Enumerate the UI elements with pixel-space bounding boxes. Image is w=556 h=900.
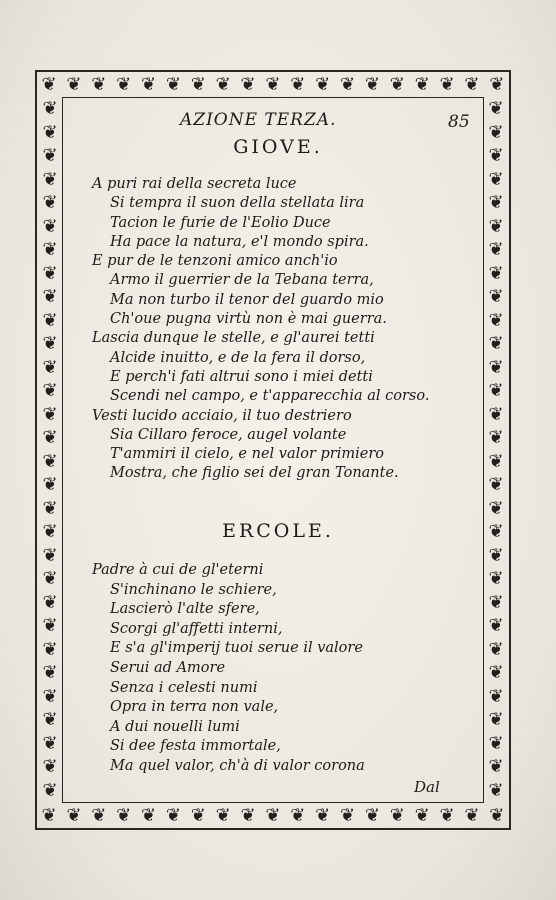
verse-line: Senza i celesti numi: [110, 679, 258, 696]
verse-line: Vesti lucido acciaio, il tuo destriero: [92, 407, 352, 424]
fleuron-ornament-icon: ❦: [42, 709, 58, 731]
fleuron-ornament-icon: ❦: [42, 145, 58, 167]
verse-line: Armo il guerrier de la Tebana terra,: [110, 272, 374, 289]
fleuron-ornament-icon: ❦: [488, 474, 504, 496]
fleuron-ornament-icon: ❦: [488, 756, 504, 778]
fleuron-ornament-icon: ❦: [140, 805, 157, 826]
fleuron-ornament-icon: ❦: [42, 215, 58, 237]
fleuron-ornament-icon: ❦: [488, 709, 504, 731]
fleuron-ornament-icon: ❦: [389, 74, 405, 95]
fleuron-ornament-icon: ❦: [488, 521, 504, 543]
fleuron-ornament-icon: ❦: [42, 521, 58, 543]
verse-line: Ch'oue pugna virtù non è mai guerra.: [110, 311, 387, 328]
fleuron-ornament-icon: ❦: [290, 805, 306, 826]
verse-line: Ha pace la natura, e'l mondo spira.: [110, 233, 369, 250]
fleuron-ornament-icon: ❦: [488, 450, 504, 472]
fleuron-ornament-icon: ❦: [42, 497, 58, 519]
fleuron-ornament-icon: ❦: [42, 779, 58, 801]
fleuron-ornament-icon: ❦: [42, 168, 58, 190]
fleuron-ornament-icon: ❦: [439, 805, 455, 826]
fleuron-ornament-icon: ❦: [42, 544, 58, 566]
verse-line: Si tempra il suon della stellata lira: [110, 195, 365, 212]
fleuron-ornament-icon: ❦: [42, 427, 58, 449]
fleuron-ornament-icon: ❦: [91, 74, 107, 95]
speaker-giove: GIOVE.: [233, 136, 323, 158]
fleuron-ornament-icon: ❦: [488, 568, 504, 590]
fleuron-ornament-icon: ❦: [488, 168, 504, 190]
fleuron-ornament-icon: ❦: [488, 427, 504, 449]
fleuron-ornament-icon: ❦: [414, 805, 430, 826]
fleuron-ornament-icon: ❦: [488, 615, 504, 637]
verse-line: Scendi nel campo, e t'apparecchia al corso.: [110, 388, 430, 405]
fleuron-ornament-icon: ❦: [190, 805, 206, 826]
verse-line: E s'a gl'imperij tuoi serue il valore: [110, 640, 363, 657]
fleuron-ornament-icon: ❦: [42, 262, 58, 284]
fleuron-ornament-icon: ❦: [42, 685, 58, 707]
fleuron-ornament-icon: ❦: [42, 380, 58, 402]
speaker-ercole: ERCOLE.: [222, 520, 334, 542]
page-number: 85: [448, 112, 470, 132]
fleuron-ornament-icon: ❦: [488, 403, 504, 425]
fleuron-ornament-icon: ❦: [42, 638, 58, 660]
fleuron-ornament-icon: ❦: [488, 215, 504, 237]
fleuron-ornament-icon: ❦: [190, 74, 206, 95]
verse-line: Sia Cillaro feroce, augel volante: [110, 426, 347, 443]
verse-line: Mostra, che figlio sei del gran Tonante.: [110, 465, 399, 482]
fleuron-ornament-icon: ❦: [42, 568, 58, 590]
fleuron-ornament-icon: ❦: [488, 779, 504, 801]
fleuron-ornament-icon: ❦: [488, 732, 504, 754]
fleuron-ornament-icon: ❦: [215, 805, 231, 826]
fleuron-ornament-icon: ❦: [66, 805, 82, 826]
fleuron-ornament-icon: ❦: [464, 805, 480, 826]
fleuron-ornament-icon: ❦: [488, 497, 504, 519]
verse-line: T'ammiri il cielo, e nel valor primiero: [110, 446, 385, 463]
fleuron-ornament-icon: ❦: [389, 805, 405, 826]
fleuron-ornament-icon: ❦: [488, 192, 504, 214]
fleuron-ornament-icon: ❦: [339, 74, 356, 95]
verse-line: Lascierò l'alte sfere,: [110, 601, 260, 618]
fleuron-ornament-icon: ❦: [165, 74, 181, 95]
fleuron-ornament-icon: ❦: [140, 74, 157, 95]
fleuron-ornament-icon: ❦: [488, 262, 504, 284]
fleuron-ornament-icon: ❦: [488, 333, 504, 355]
fleuron-ornament-icon: ❦: [91, 805, 107, 826]
fleuron-ornament-icon: ❦: [488, 309, 504, 331]
fleuron-ornament-icon: ❦: [41, 74, 57, 95]
fleuron-ornament-icon: ❦: [489, 805, 505, 826]
fleuron-ornament-icon: ❦: [488, 662, 504, 684]
fleuron-ornament-icon: ❦: [290, 74, 306, 95]
fleuron-ornament-icon: ❦: [488, 685, 504, 707]
verse-line: Si dee festa immortale,: [110, 738, 281, 755]
fleuron-ornament-icon: ❦: [489, 74, 505, 95]
verse-line: Serui ad Amore: [110, 659, 226, 676]
giove-verses: [92, 175, 429, 484]
ornament-border-right: [485, 100, 507, 800]
fleuron-ornament-icon: ❦: [488, 121, 504, 143]
fleuron-ornament-icon: ❦: [488, 286, 504, 308]
fleuron-ornament-icon: ❦: [42, 286, 58, 308]
verse-line: E pur de le tenzoni amico anch'io: [92, 253, 338, 270]
fleuron-ornament-icon: ❦: [42, 615, 58, 637]
verse-line: Ma non turbo il tenor del guardo mio: [110, 291, 384, 308]
fleuron-ornament-icon: ❦: [464, 74, 480, 95]
fleuron-ornament-icon: ❦: [240, 74, 256, 95]
verse-line: Opra in terra non vale,: [110, 699, 279, 716]
verse-line: Padre à cui de gl'eterni: [92, 562, 264, 578]
fleuron-ornament-icon: ❦: [165, 805, 181, 826]
fleuron-ornament-icon: ❦: [488, 356, 504, 378]
verse-line: Tacion le furie de l'Eolio Duce: [110, 214, 331, 231]
fleuron-ornament-icon: ❦: [240, 805, 256, 826]
fleuron-ornament-icon: ❦: [315, 805, 331, 826]
verse-line: A puri rai della secreta luce: [92, 176, 297, 192]
fleuron-ornament-icon: ❦: [488, 591, 504, 613]
fleuron-ornament-icon: ❦: [42, 309, 58, 331]
fleuron-ornament-icon: ❦: [42, 239, 58, 261]
verse-line: Lascia dunque le stelle, e gl'aurei tetti: [92, 330, 375, 347]
fleuron-ornament-icon: ❦: [42, 356, 58, 378]
fleuron-ornament-icon: ❦: [488, 239, 504, 261]
ercole-verses: [92, 561, 365, 777]
fleuron-ornament-icon: ❦: [439, 74, 455, 95]
fleuron-ornament-icon: ❦: [488, 638, 504, 660]
fleuron-ornament-icon: ❦: [315, 74, 331, 95]
fleuron-ornament-icon: ❦: [42, 450, 58, 472]
verse-line: A dui nouelli lumi: [110, 718, 240, 735]
fleuron-ornament-icon: ❦: [116, 74, 132, 95]
fleuron-ornament-icon: ❦: [42, 333, 58, 355]
fleuron-ornament-icon: ❦: [42, 591, 58, 613]
fleuron-ornament-icon: ❦: [265, 74, 281, 95]
fleuron-ornament-icon: ❦: [42, 403, 58, 425]
verse-line: E perch'i fati altrui sono i miei detti: [110, 368, 373, 385]
fleuron-ornament-icon: ❦: [42, 732, 58, 754]
running-header: AZIONE TERZA.: [180, 110, 337, 130]
verse-line: Ma quel valor, ch'à di valor corona: [110, 757, 365, 774]
fleuron-ornament-icon: ❦: [42, 474, 58, 496]
fleuron-ornament-icon: ❦: [488, 544, 504, 566]
verse-line: Alcide inuitto, e de la fera il dorso,: [110, 349, 366, 366]
fleuron-ornament-icon: ❦: [116, 805, 132, 826]
fleuron-ornament-icon: ❦: [215, 74, 231, 95]
fleuron-ornament-icon: ❦: [42, 756, 58, 778]
ornament-border-top: [38, 76, 508, 94]
verse-line: S'inchinano le schiere,: [110, 581, 277, 598]
ornament-border-left: [39, 100, 61, 800]
fleuron-ornament-icon: ❦: [66, 74, 82, 95]
fleuron-ornament-icon: ❦: [42, 662, 58, 684]
fleuron-ornament-icon: ❦: [364, 74, 380, 95]
fleuron-ornament-icon: ❦: [41, 805, 57, 826]
verse-line: Scorgi gl'affetti interni,: [110, 620, 283, 637]
ornament-border-bottom: [38, 807, 508, 825]
fleuron-ornament-icon: ❦: [364, 805, 380, 826]
fleuron-ornament-icon: ❦: [42, 98, 58, 119]
fleuron-ornament-icon: ❦: [42, 192, 58, 214]
fleuron-ornament-icon: ❦: [339, 805, 356, 826]
catchword: Dal: [414, 778, 440, 796]
fleuron-ornament-icon: ❦: [42, 121, 58, 143]
fleuron-ornament-icon: ❦: [488, 380, 504, 402]
fleuron-ornament-icon: ❦: [488, 145, 504, 167]
fleuron-ornament-icon: ❦: [265, 805, 281, 826]
fleuron-ornament-icon: ❦: [414, 74, 430, 95]
fleuron-ornament-icon: ❦: [488, 98, 504, 119]
